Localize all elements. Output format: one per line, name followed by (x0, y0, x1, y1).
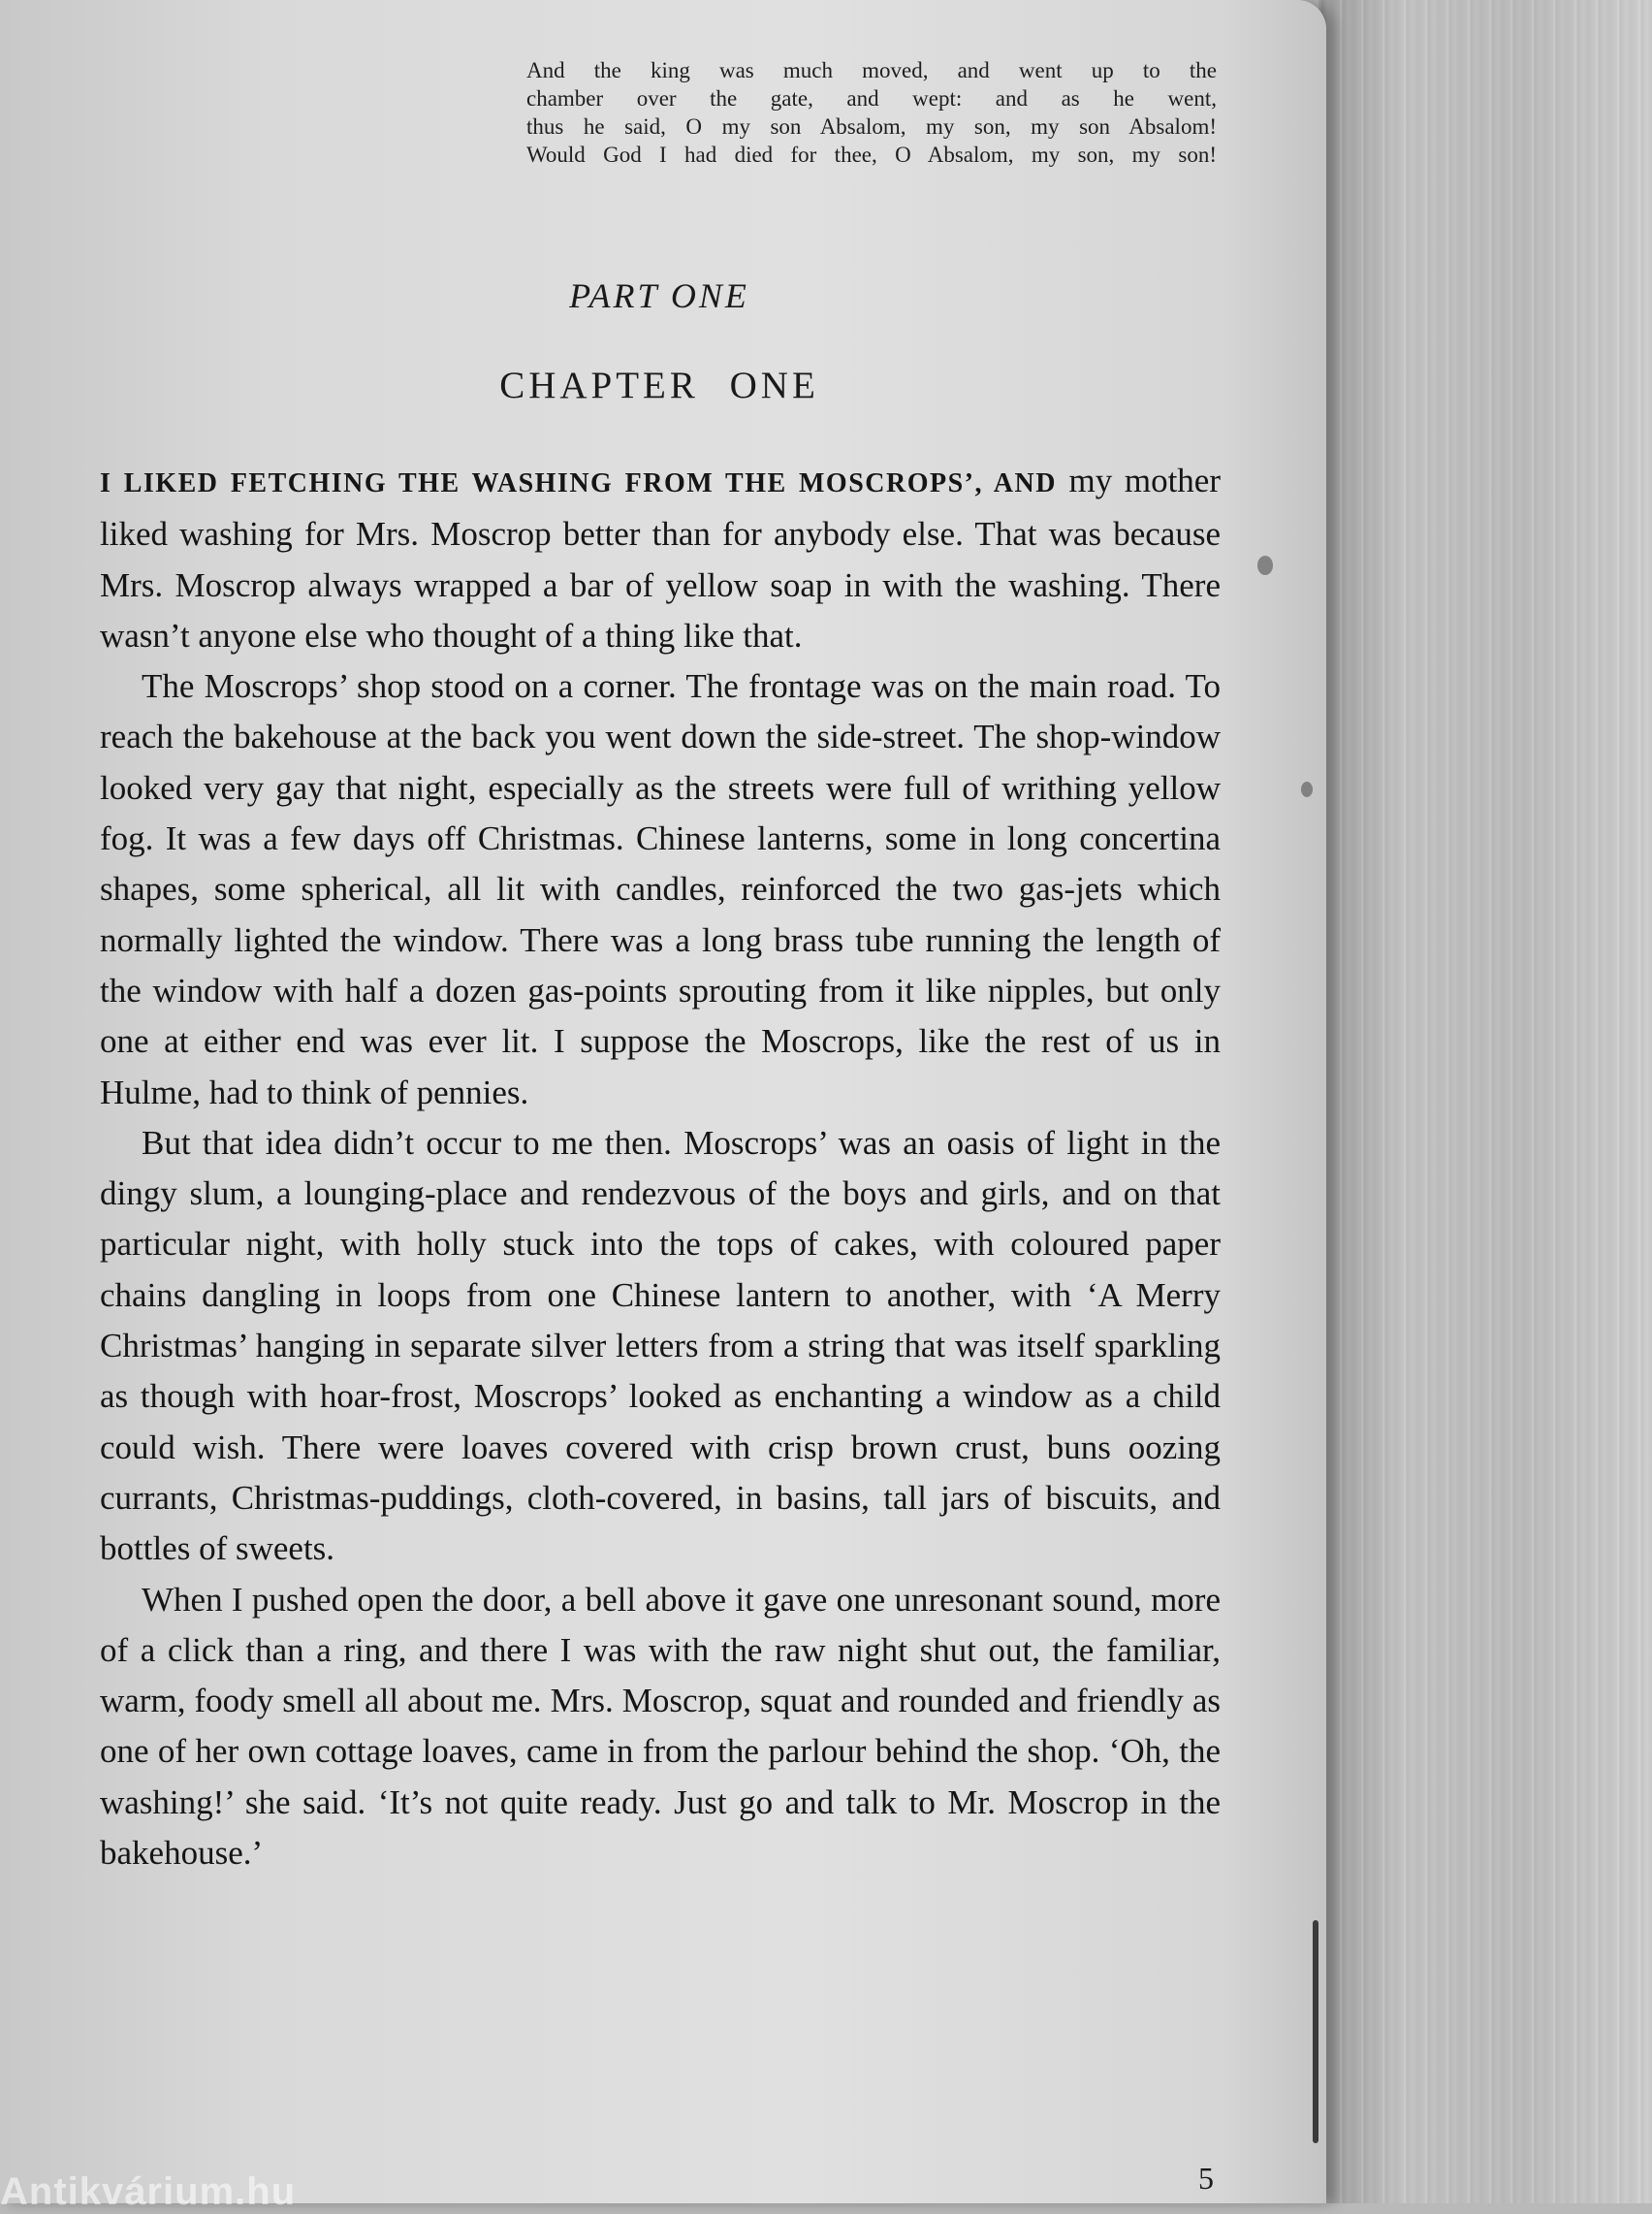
page-edge-shadow (1313, 1920, 1318, 2143)
part-title: PART ONE (569, 276, 749, 315)
epigraph (526, 56, 1217, 169)
chapter-title: CHAPTER ONE (499, 365, 819, 406)
paragraph: When I pushed open the door, a bell above it gave one unresonant sound, more of a click than a ring, and there I was with the raw night shut out, the familiar, warm, foody smell all about me. Mrs. Moscrop, squat and rounded and friendly as one of her own cottage loaves, came in from the parlour behind the shop. ‘Oh, the washing!’ she said. ‘It’s not quite ready. Just go and talk to Mr. Moscrop in the bakehouse.’ (100, 1580, 1221, 1873)
paragraph: But that idea didn’t occur to me then. Moscrops’ was an oasis of light in the dingy slum, a lounging-place and rendezvous of the boys and girls, and on that particular night, with holly stuck into the tops of cakes, with coloured paper chains dangling in loops from one Chinese lantern to another, with ‘A Merry Christmas’ hanging in separate silver letters from a string that was itself sparkling as though with hoar-frost, Moscrops’ looked as enchanting a window as a child could wish. There were loaves covered with crisp brown crust, buns oozing currants, Christmas-puddings, cloth-covered, in basins, tall jars of biscuits, and bottles of sweets. (100, 1123, 1221, 1568)
paragraph: The Moscrops’ shop stood on a corner. The frontage was on the main road. To reach the bakehouse at the back you went down the side-street. The shop-window looked very gay that night, especially as the streets were full of writhing yellow fog. It was a few days off Christmas. Chinese lanterns, some in long concertina shapes, some spherical, all lit with candles, reinforced the two gas-jets which normally lighted the window. There was a long brass tube running the length of the window with half a dozen gas-points sprouting from it like nipples, but only one at either end was ever lit. I suppose the Moscrops, like the rest of us in Hulme, had to think of pennies. (100, 667, 1221, 1111)
epigraph-line: chamber over the gate, and wept: and as he went, (526, 86, 1217, 111)
watermark: Antikvárium.hu (0, 2170, 297, 2213)
chapter-body (100, 456, 1221, 1878)
page-blemish (1301, 782, 1313, 797)
epigraph-line: Would God I had died for thee, O Absalom, my son, my son! (526, 143, 1217, 167)
epigraph-line: And the king was much moved, and went up to the (526, 58, 1217, 82)
paragraph (100, 456, 1221, 661)
wooden-background (1318, 0, 1652, 2203)
paragraph-text: my mother liked washing for Mrs. Moscrop better than for anybody else. That was because Mrs. Moscrop always wrapped a bar of yellow soap in with the washing. There wasn’t anyone else who thought of a thing like that. (100, 462, 1221, 655)
page-number: 5 (1198, 2161, 1214, 2196)
opening-small-caps: I LIKED FETCHING THE WASHING FROM THE MOSCROPS’, AND (100, 468, 1057, 498)
page-blemish (1257, 556, 1273, 575)
epigraph-line: thus he said, O my son Absalom, my son, my son Absalom! (526, 114, 1217, 139)
